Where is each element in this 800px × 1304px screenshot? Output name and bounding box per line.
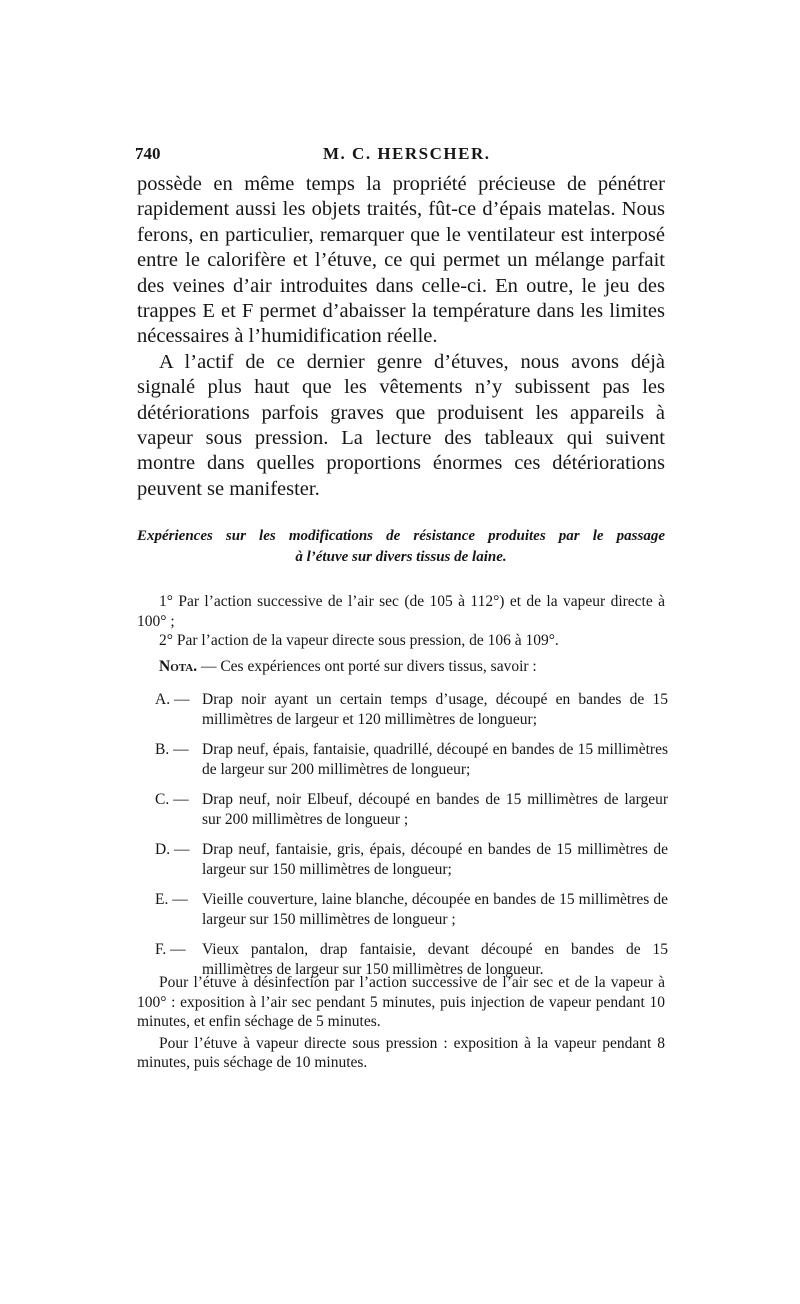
list-item-c (155, 790, 668, 829)
methods-block (137, 592, 665, 651)
list-item-a (155, 690, 668, 729)
nota-text: — Ces expériences ont porté sur divers tissus, savoir : (197, 658, 537, 675)
section-title-line-2: à l’étuve sur divers tissus de laine. (295, 549, 507, 565)
closing-paragraph-2: Pour l’étuve à vapeur directe sous pression : exposition à la vapeur pendant 8 minutes, puis séchage de 10 minutes. (137, 1034, 665, 1071)
method-1: 1° Par l’action successive de l’air sec (de 105 à 112°) et de la vapeur directe à 100° ; (137, 593, 665, 630)
page-number: 740 (135, 144, 161, 163)
item-text: Drap neuf, épais, fantaisie, quadrillé, découpé en bandes de 15 millimètres de largeur sur 200 millimètres de longueur; (202, 741, 668, 778)
nota-block (137, 657, 665, 677)
section-title-line-1: Expériences sur les modifications de résistance produites par le passage (137, 528, 665, 544)
item-text: Vieux pantalon, drap fantaisie, devant découpé en bandes de 15 millimètres de largeur sur 150 millimètres de longueur. (202, 941, 668, 978)
item-key: A. — (155, 691, 190, 708)
page-header (135, 144, 665, 168)
item-text: Drap neuf, fantaisie, gris, épais, découpé en bandes de 15 millimètres de largeur sur 150 millimètres de longueur; (202, 841, 668, 878)
running-title: M. C. HERSCHER. (323, 144, 491, 163)
item-text: Drap noir ayant un certain temps d’usage, découpé en bandes de 15 millimètres de largeur et 120 millimètres de longueur; (202, 691, 668, 728)
closing-paragraph-1: Pour l’étuve à désinfection par l’action successive de l’air sec et de la vapeur à 100° : exposition à l’air sec pendant 5 minutes, puis injection de vapeur pendant 10 minutes, et enfin séchage de 5 minutes. (137, 974, 665, 1030)
nota-label: Nota. (159, 658, 198, 675)
item-key: F. — (155, 941, 186, 958)
list-item-b (155, 740, 668, 779)
item-text: Vieille couverture, laine blanche, découpée en bandes de 15 millimètres de largeur sur 150 millimètres de longueur ; (202, 891, 668, 928)
main-text (137, 172, 665, 502)
item-key: B. — (155, 741, 189, 758)
section-title (137, 526, 665, 568)
paragraph-deterioration: A l’actif de ce dernier genre d’étuves, nous avons déjà signalé plus haut que les vêtements n’y subissent pas les détériorations parfois graves que produisent les appareils à vapeur sous pression. La lecture des tableaux qui suivent montre dans quelles proportions énormes ces détériorations peuvent se manifester. (137, 350, 665, 500)
item-key: C. — (155, 791, 189, 808)
fabric-list (155, 690, 668, 990)
closing-notes (137, 973, 665, 1073)
method-2: 2° Par l’action de la vapeur directe sous pression, de 106 à 109°. (159, 632, 559, 649)
item-text: Drap neuf, noir Elbeuf, découpé en bandes de 15 millimètres de largeur sur 200 millimètres de longueur ; (202, 791, 668, 828)
list-item-d (155, 840, 668, 879)
item-key: E. — (155, 891, 188, 908)
nota-line (137, 657, 665, 677)
item-key: D. — (155, 841, 190, 858)
list-item-e (155, 890, 668, 929)
paragraph-ventilation: possède en même temps la propriété précieuse de pénétrer rapidement aussi les objets traités, fût-ce d’épais matelas. Nous ferons, en particulier, remarquer que le ventilateur est interposé entre le calorifère et l’étuve, ce qui permet un mélange parfait des veines d’air introduites dans celle-ci. En outre, le jeu des trappes E et F permet d’abaisser la température dans les limites nécessaires à l’humidification réelle. (137, 173, 665, 348)
